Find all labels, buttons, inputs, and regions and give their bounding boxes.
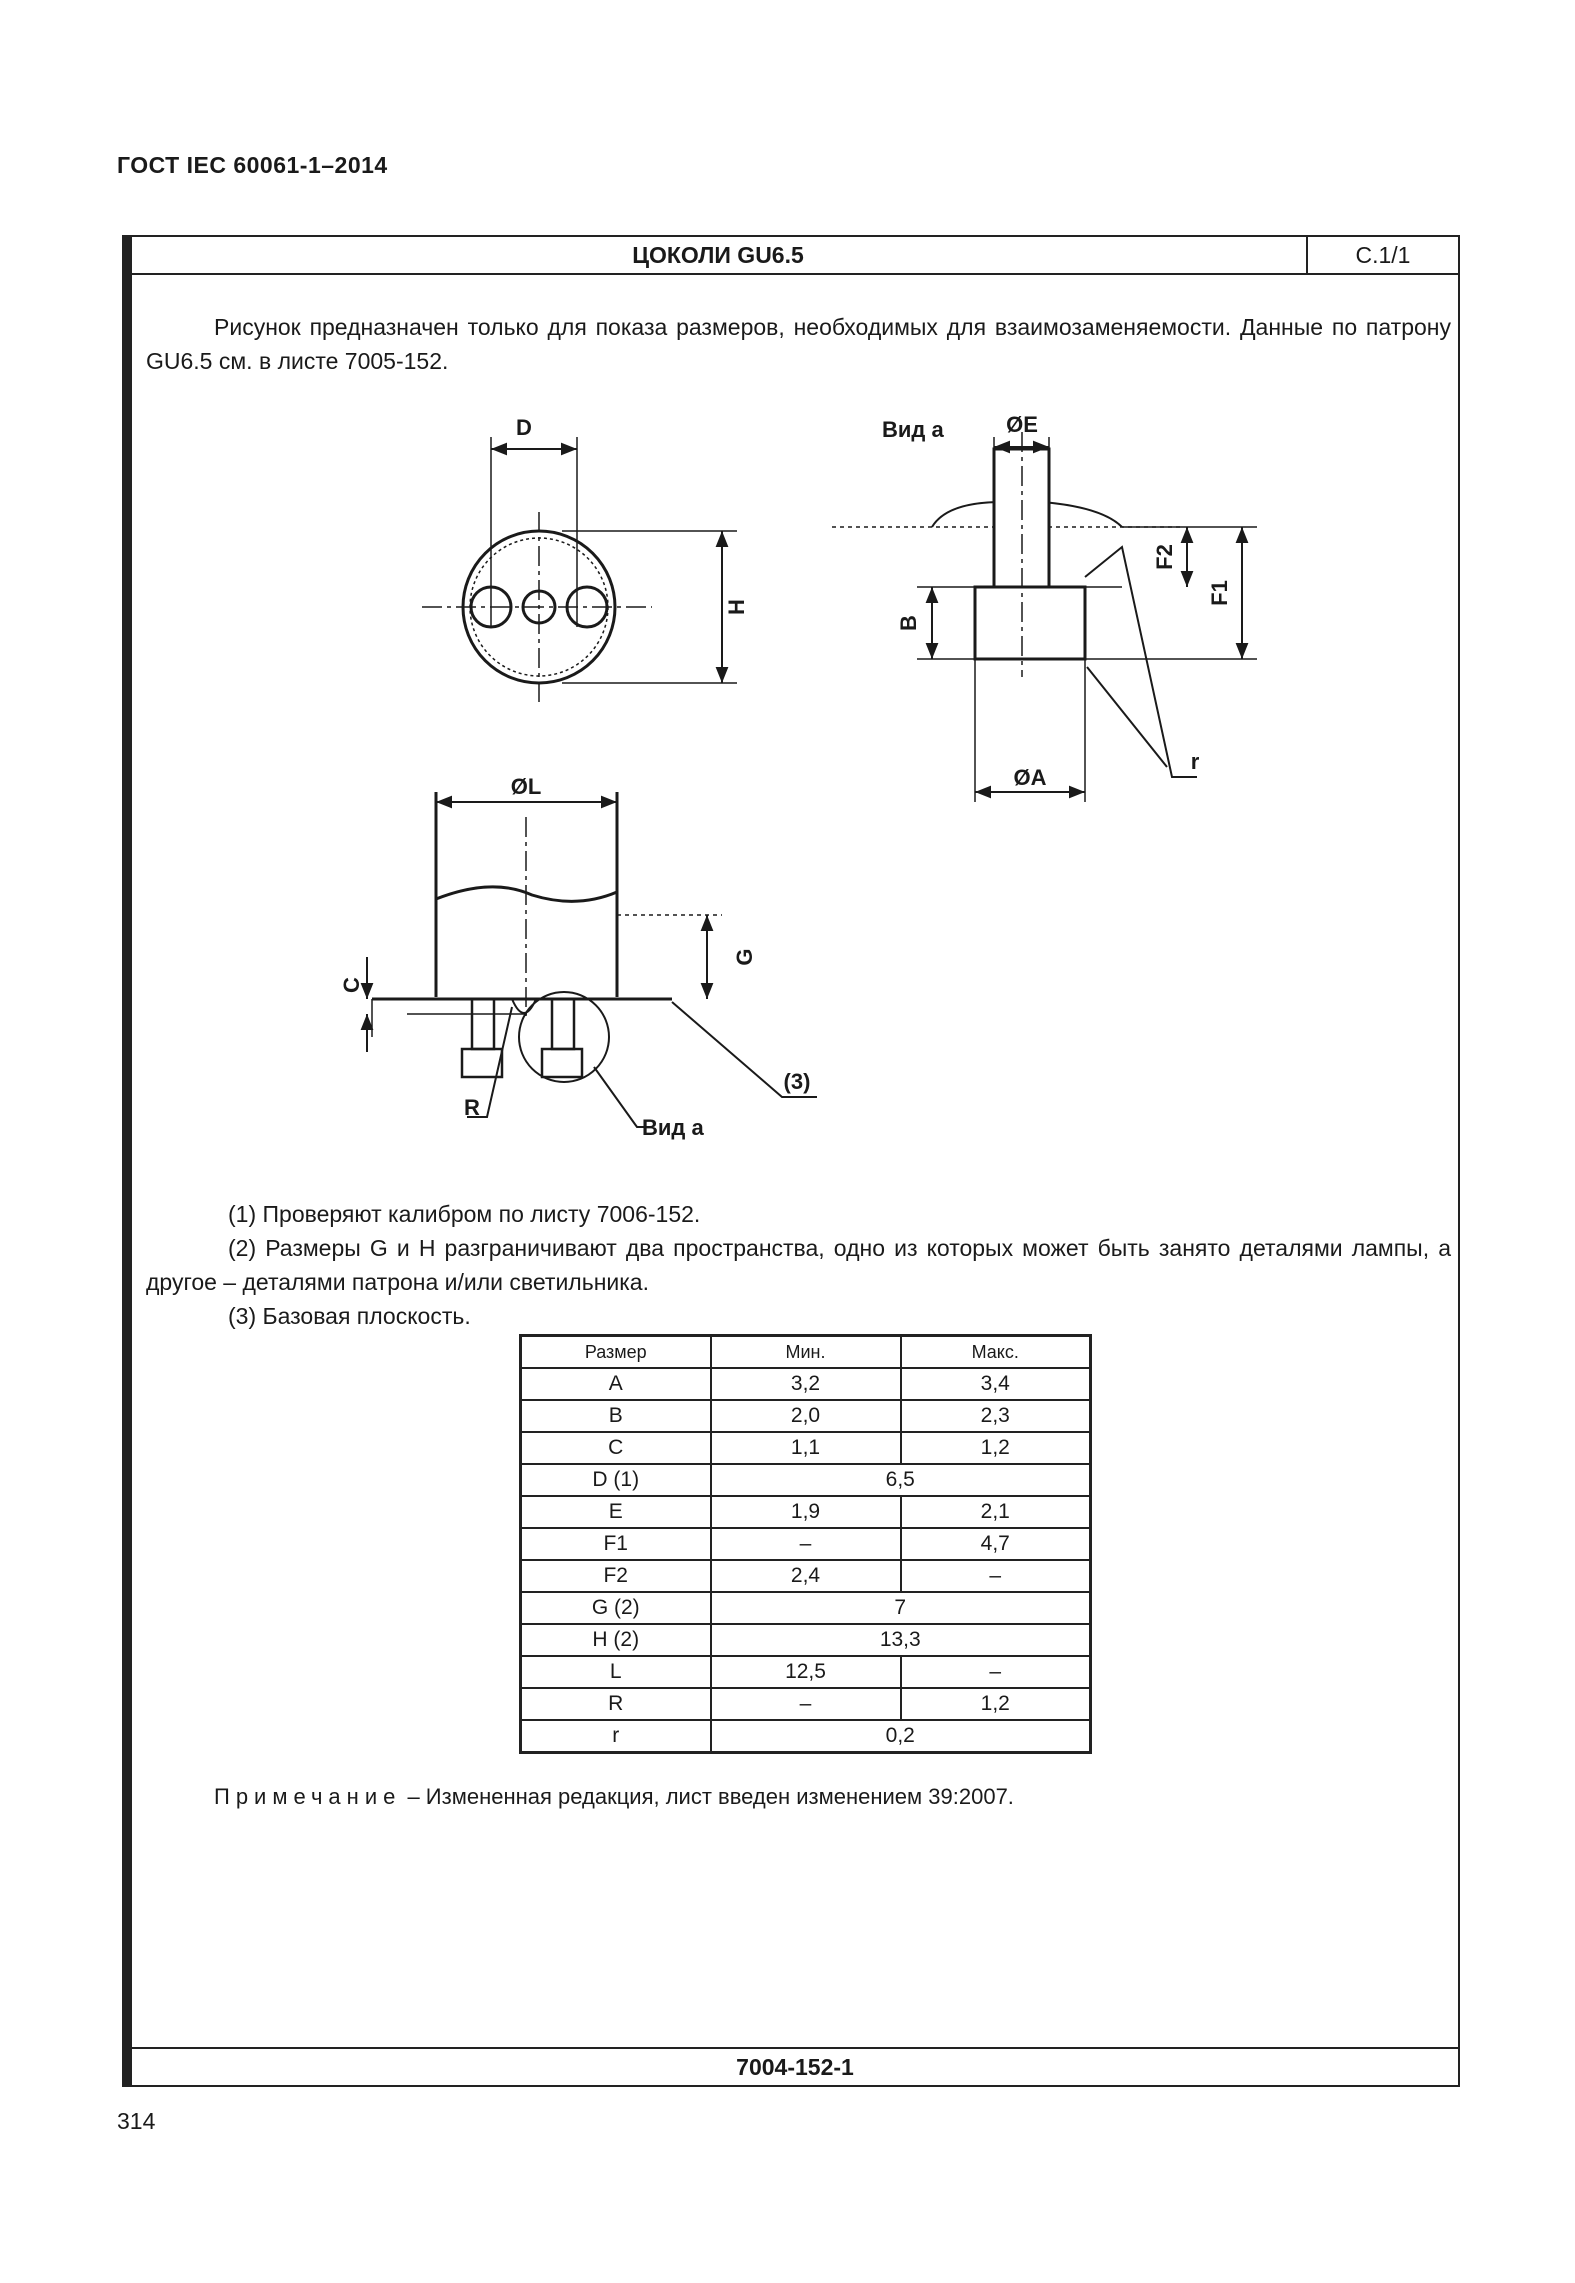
page-number: 314 <box>117 2108 156 2134</box>
sheet-code: 7004-152-1 <box>132 2047 1458 2085</box>
label-l: ØL <box>510 774 542 799</box>
table-row <box>521 1720 1091 1753</box>
col-header-max: Макс. <box>901 1336 1091 1369</box>
note-1: (1) Проверяют калибром по листу 7006-152. <box>228 1201 701 1227</box>
cell-value: 7 <box>711 1592 1091 1624</box>
note-3: (3) Базовая плоскость. <box>228 1303 471 1329</box>
cell-max: – <box>901 1656 1091 1688</box>
cell-max: 1,2 <box>901 1432 1091 1464</box>
label-view-a-2: Вид а <box>642 1115 704 1140</box>
cell-size: H (2) <box>521 1624 711 1656</box>
cell-max: 2,1 <box>901 1496 1091 1528</box>
cell-min: 1,1 <box>711 1432 901 1464</box>
label-a: ØA <box>1013 765 1047 790</box>
label-ref3: (3) <box>783 1069 811 1094</box>
cell-min: 12,5 <box>711 1656 901 1688</box>
cell-max: 2,3 <box>901 1400 1091 1432</box>
label-h: H <box>724 599 749 615</box>
label-r-small: r <box>1190 749 1200 774</box>
sheet-title: ЦОКОЛИ GU6.5 <box>632 242 804 268</box>
remark-label: Примечание <box>214 1784 402 1809</box>
label-b: B <box>896 615 921 631</box>
table-header-row <box>521 1336 1091 1369</box>
label-c: C <box>339 977 364 993</box>
table-row <box>521 1464 1091 1496</box>
cell-min: 2,0 <box>711 1400 901 1432</box>
table-row <box>521 1656 1091 1688</box>
cell-size: E <box>521 1496 711 1528</box>
note-2: (2) Размеры G и H разграничивают два пространства, одно из которых может быть занято деталями лампы, а другое – деталями патрона и/или светильника. <box>146 1235 1451 1295</box>
cell-min: – <box>711 1688 901 1720</box>
cell-max: – <box>901 1560 1091 1592</box>
cell-size: R <box>521 1688 711 1720</box>
cell-size: F2 <box>521 1560 711 1592</box>
notes <box>146 1197 1451 1333</box>
col-header-min: Мин. <box>711 1336 901 1369</box>
table-row <box>521 1528 1091 1560</box>
cell-size: L <box>521 1656 711 1688</box>
cell-size: r <box>521 1720 711 1753</box>
cell-size: B <box>521 1400 711 1432</box>
cell-min: – <box>711 1528 901 1560</box>
intro-text: Рисунок предназначен только для показа размеров, необходимых для взаимозаменяемости. Данные по патрону GU6.5 см. в листе 7005-152. <box>146 314 1451 374</box>
cell-value: 0,2 <box>711 1720 1091 1753</box>
label-r-big: R <box>464 1095 480 1120</box>
dimensions-table <box>519 1334 1092 1754</box>
col-header-size: Размер <box>521 1336 711 1369</box>
cell-max: 1,2 <box>901 1688 1091 1720</box>
label-f1: F1 <box>1207 580 1232 606</box>
cell-max: 4,7 <box>901 1528 1091 1560</box>
sheet-page-ref: С.1/1 <box>1306 237 1458 273</box>
label-f2: F2 <box>1152 544 1177 570</box>
cell-size: G (2) <box>521 1592 711 1624</box>
cell-size: F1 <box>521 1528 711 1560</box>
label-g: G <box>732 948 757 966</box>
table-row <box>521 1496 1091 1528</box>
cell-size: C <box>521 1432 711 1464</box>
technical-drawing <box>132 237 1460 1237</box>
cell-min: 1,9 <box>711 1496 901 1528</box>
base-top-view <box>422 437 737 702</box>
label-d: D <box>516 415 532 440</box>
cell-size: D (1) <box>521 1464 711 1496</box>
label-e: ØE <box>1006 412 1038 437</box>
sheet-frame <box>122 235 1460 2087</box>
cell-max: 3,4 <box>901 1368 1091 1400</box>
table-row <box>521 1400 1091 1432</box>
table-row <box>521 1592 1091 1624</box>
cell-value: 13,3 <box>711 1624 1091 1656</box>
remark-text: – Измененная редакция, лист введен изменением 39:2007. <box>401 1784 1014 1809</box>
cell-size: A <box>521 1368 711 1400</box>
table-row <box>521 1688 1091 1720</box>
table-row <box>521 1432 1091 1464</box>
standard-header: ГОСТ IEC 60061-1–2014 <box>117 152 388 178</box>
cell-min: 2,4 <box>711 1560 901 1592</box>
cell-min: 3,2 <box>711 1368 901 1400</box>
cell-value: 6,5 <box>711 1464 1091 1496</box>
table-row <box>521 1368 1091 1400</box>
table-row <box>521 1624 1091 1656</box>
table-row <box>521 1560 1091 1592</box>
remark <box>214 1784 1014 1810</box>
label-view-a: Вид а <box>882 417 944 442</box>
